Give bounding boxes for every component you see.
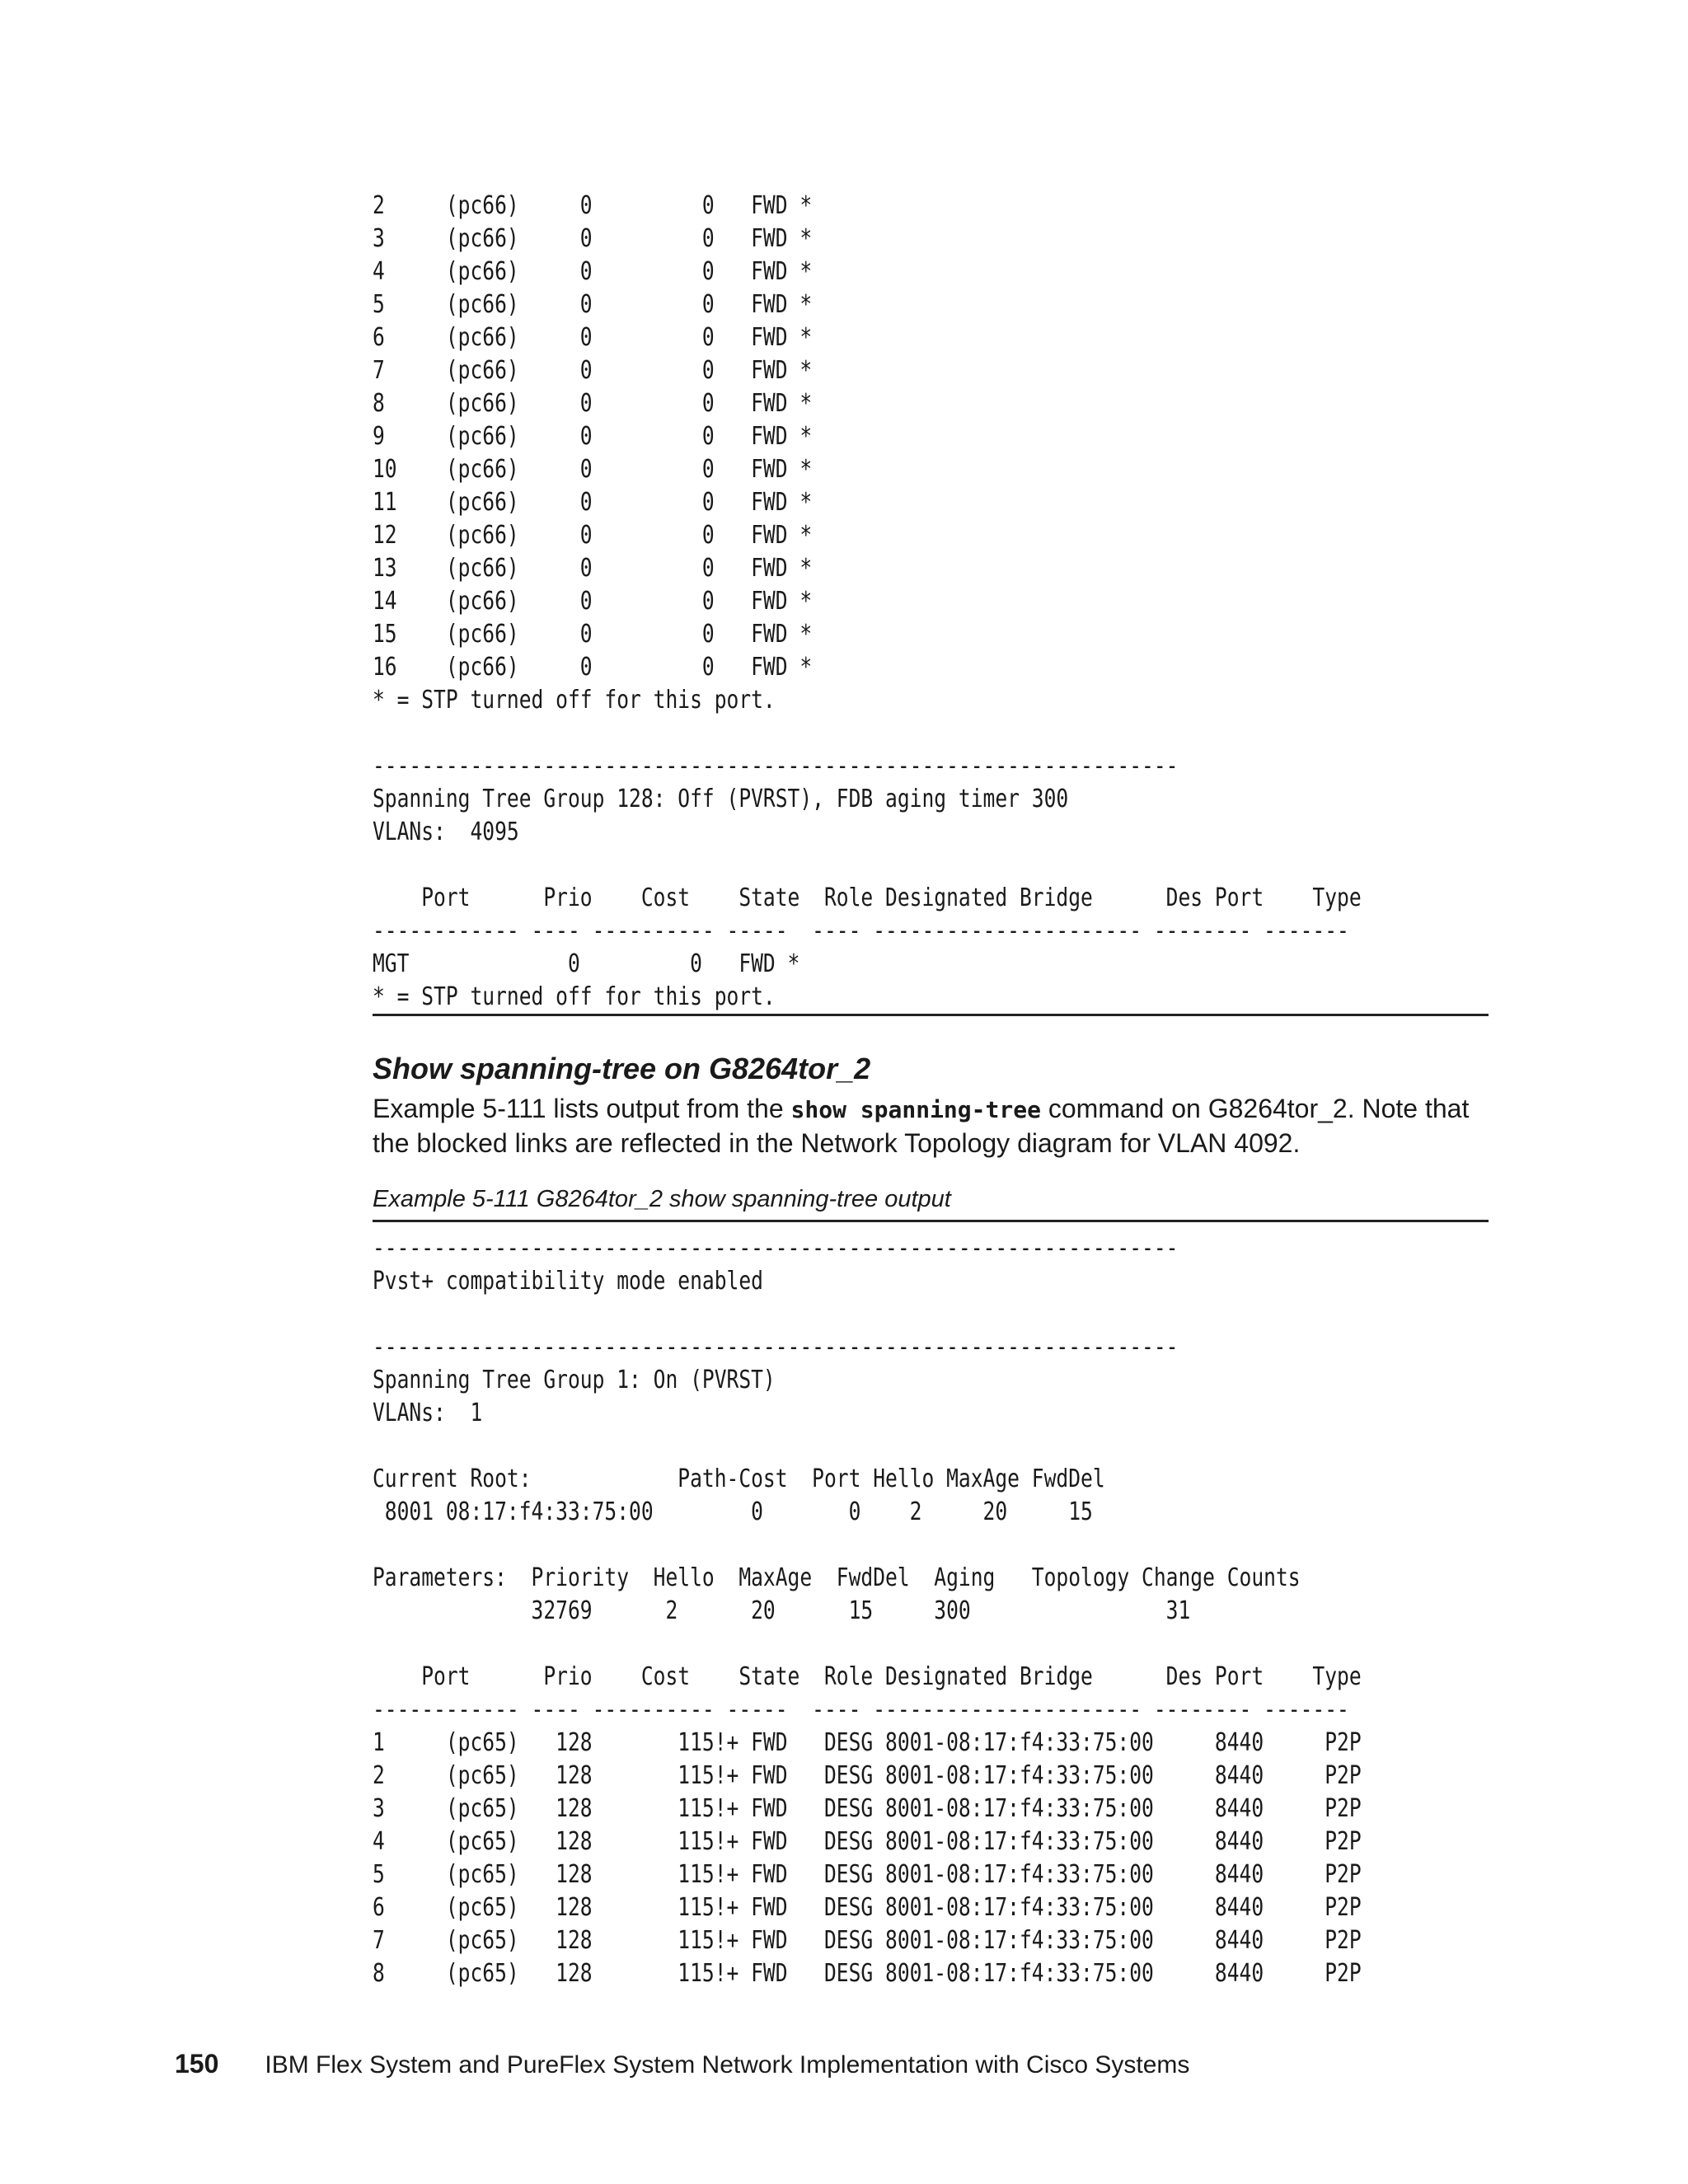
section-paragraph (373, 1092, 1493, 1160)
code-line (373, 1529, 1362, 1562)
page-number: 150 (175, 2049, 219, 2079)
code-line: 2 (pc66) 0 0 FWD * (373, 191, 813, 220)
code-block-1-bottom-rule (373, 1014, 1489, 1016)
code-line: 4 (pc66) 0 0 FWD * (373, 257, 813, 286)
code-line: VLANs: 4095 (373, 818, 519, 846)
code-line: 10 (pc66) 0 0 FWD * (373, 455, 813, 484)
code-line: ------------------------------------------------------------------ (373, 752, 1179, 780)
code-line: 6 (pc65) 128 115!+ FWD DESG 8001-08:17:f4:33:75:00 8440 P2P (373, 1893, 1362, 1922)
code-line: ------------------------------------------------------------------ (373, 1234, 1179, 1263)
code-line: Current Root: Path-Cost Port Hello MaxAge FwdDel (373, 1465, 1105, 1493)
paragraph-command: show spanning-tree (790, 1096, 1041, 1123)
code-line: 14 (pc66) 0 0 FWD * (373, 587, 813, 616)
code-line: 4 (pc65) 128 115!+ FWD DESG 8001-08:17:f4:33:75:00 8440 P2P (373, 1827, 1362, 1856)
section-heading: Show spanning-tree on G8264tor_2 (373, 1052, 871, 1085)
code-line: * = STP turned off for this port. (373, 686, 776, 715)
code-line: 8001 08:17:f4:33:75:00 0 0 2 20 15 (373, 1497, 1093, 1526)
code-line: 1 (pc65) 128 115!+ FWD DESG 8001-08:17:f4:33:75:00 8440 P2P (373, 1728, 1362, 1757)
code-line: 7 (pc66) 0 0 FWD * (373, 356, 813, 385)
code-line: Pvst+ compatibility mode enabled (373, 1267, 763, 1296)
code-line (373, 717, 1362, 750)
code-line: 32769 2 20 15 300 31 (373, 1596, 1191, 1625)
code-line: 7 (pc65) 128 115!+ FWD DESG 8001-08:17:f4:33:75:00 8440 P2P (373, 1926, 1362, 1955)
code-line: 12 (pc66) 0 0 FWD * (373, 521, 813, 550)
code-line (373, 1298, 1362, 1331)
code-line: 2 (pc65) 128 115!+ FWD DESG 8001-08:17:f4:33:75:00 8440 P2P (373, 1761, 1362, 1790)
code-line: * = STP turned off for this port. (373, 982, 776, 1011)
example-caption: Example 5-111 G8264tor_2 show spanning-tree output (373, 1186, 951, 1212)
book-title: IBM Flex System and PureFlex System Network Implementation with Cisco Systems (265, 2051, 1190, 2079)
code-line: Port Prio Cost State Role Designated Bridge Des Port Type (373, 883, 1362, 912)
code-line: Spanning Tree Group 128: Off (PVRST), FDB aging timer 300 (373, 785, 1069, 813)
code-line: Port Prio Cost State Role Designated Bridge Des Port Type (373, 1662, 1362, 1691)
page-footer (175, 2048, 1189, 2081)
code-block-1 (373, 190, 1362, 1014)
code-block-2 (373, 1232, 1362, 1990)
code-line: VLANs: 1 (373, 1399, 483, 1427)
code-line (373, 1430, 1362, 1463)
code-line: 9 (pc66) 0 0 FWD * (373, 422, 813, 451)
code-line: 3 (pc66) 0 0 FWD * (373, 224, 813, 253)
code-line: 16 (pc66) 0 0 FWD * (373, 653, 813, 682)
code-line: 13 (pc66) 0 0 FWD * (373, 554, 813, 583)
code-line: ------------ ---- ---------- ----- ---- ---------------------- -------- ------- (373, 916, 1349, 945)
code-line: Spanning Tree Group 1: On (PVRST) (373, 1366, 776, 1394)
code-line (373, 1628, 1362, 1661)
code-line: MGT 0 0 FWD * (373, 949, 800, 978)
code-line: 5 (pc66) 0 0 FWD * (373, 290, 813, 319)
code-line: 6 (pc66) 0 0 FWD * (373, 323, 813, 352)
code-line: 5 (pc65) 128 115!+ FWD DESG 8001-08:17:f4:33:75:00 8440 P2P (373, 1860, 1362, 1889)
code-line: Parameters: Priority Hello MaxAge FwdDel Aging Topology Change Counts (373, 1563, 1301, 1592)
code-line: 8 (pc65) 128 115!+ FWD DESG 8001-08:17:f4:33:75:00 8440 P2P (373, 1959, 1362, 1988)
code-line: 11 (pc66) 0 0 FWD * (373, 488, 813, 517)
code-line: 3 (pc65) 128 115!+ FWD DESG 8001-08:17:f4:33:75:00 8440 P2P (373, 1794, 1362, 1823)
code-line: ------------ ---- ---------- ----- ---- ---------------------- -------- ------- (373, 1695, 1349, 1724)
code-line (373, 849, 1362, 882)
code-line: 8 (pc66) 0 0 FWD * (373, 389, 813, 418)
code-block-2-top-rule (373, 1220, 1489, 1222)
code-line: 15 (pc66) 0 0 FWD * (373, 620, 813, 649)
code-line: ------------------------------------------------------------------ (373, 1333, 1179, 1361)
paragraph-text-before: Example 5-111 lists output from the (373, 1094, 791, 1123)
paragraph-text-after: command on G8264tor_2. Note that the blocked links are reflected in the Network Topology diagram for VLAN 4092. (373, 1094, 1470, 1158)
